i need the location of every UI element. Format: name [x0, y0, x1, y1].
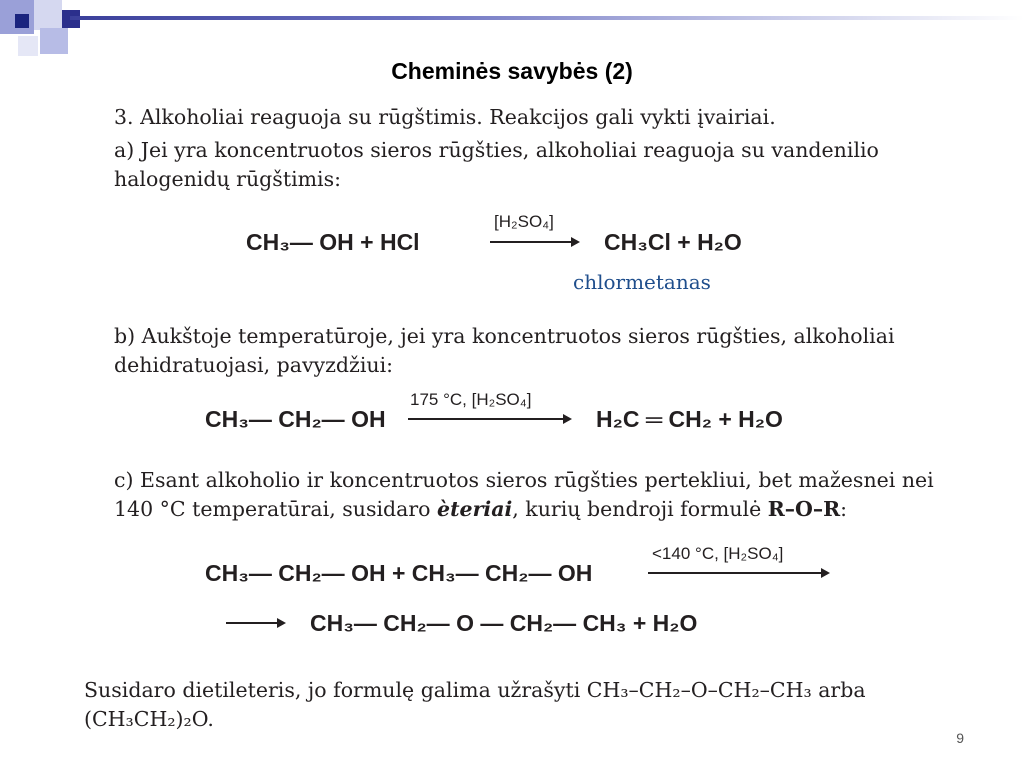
intro-text: 3. Alkoholiai reaguoja su rūgštimis. Reakcijos gali vykti įvairiai. — [114, 105, 776, 129]
equation-a-products: CH₃Cl + H₂O — [604, 229, 742, 255]
paragraph-a: a) Jei yra koncentruotos sieros rūgšties, alkoholiai reaguoja su vandenilio halogenidų rūgštimis: — [114, 138, 879, 191]
reaction-arrow — [648, 572, 828, 574]
product-name-label: chlormetanas — [573, 270, 711, 294]
equation-b-products: H₂C ═ CH₂ + H₂O — [596, 406, 783, 432]
deco-square — [18, 36, 38, 56]
paragraph-c-text: , kurių bendroji formulė — [512, 497, 768, 521]
deco-square — [40, 28, 68, 54]
equation-c-products: CH₃— CH₂— O — CH₂— CH₃ + H₂O — [310, 610, 698, 636]
slide-title: Cheminės savybės (2) — [391, 58, 633, 84]
equation-c-condition: <140 °C, [H₂SO₄] — [652, 544, 784, 563]
reaction-arrow — [490, 241, 578, 243]
paragraph-c-text: : — [840, 497, 848, 521]
reaction-arrow-continuation — [226, 622, 284, 624]
equation-b-condition: 175 °C, [H₂SO₄] — [410, 390, 532, 409]
paragraph-c-text: c) Esant alkoholio ir koncentruotos sieros rūgšties pertekliui, bet mažesnei nei 140 °C temperatūrai, susidaro — [114, 468, 934, 521]
equation-a-reactants: CH₃— OH + HCl — [246, 229, 420, 255]
deco-square — [34, 0, 62, 30]
deco-square — [15, 14, 29, 28]
title-bar-line — [70, 16, 1024, 20]
emphasis-eteriai: èteriai — [437, 497, 513, 521]
paragraph-b: b) Aukštoje temperatūroje, jei yra koncentruotos sieros rūgšties, alkoholiai dehidratuojasi, pavyzdžiui: — [114, 324, 895, 377]
conclusion-text: Susidaro dietileteris, jo formulę galima užrašyti CH₃–CH₂–O–CH₂–CH₃ arba (CH₃CH₂)₂O. — [84, 678, 866, 731]
paragraph-c — [114, 466, 964, 524]
page-number: 9 — [956, 730, 964, 746]
equation-a-condition: [H₂SO₄] — [494, 212, 554, 231]
reaction-arrow — [408, 418, 570, 420]
general-formula: R–O–R — [767, 497, 841, 521]
equation-c-reactants: CH₃— CH₂— OH + CH₃— CH₂— OH — [205, 560, 593, 586]
equation-b-reactants: CH₃— CH₂— OH — [205, 406, 386, 432]
